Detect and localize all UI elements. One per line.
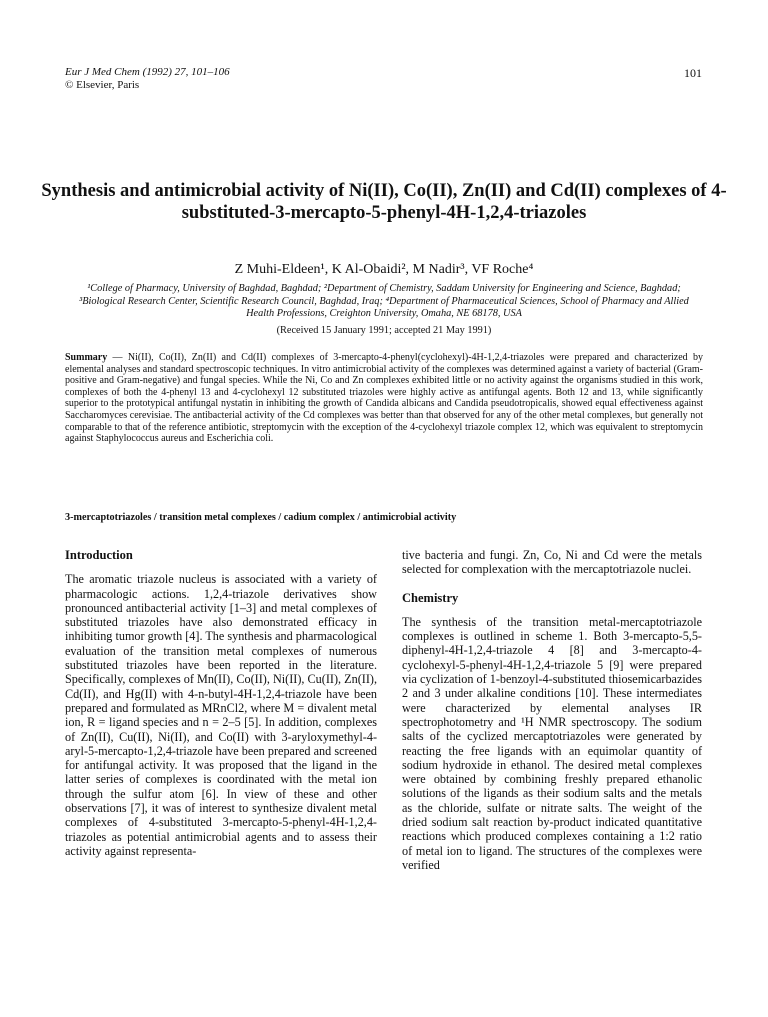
chemistry-text: The synthesis of the transition metal-mercaptotriazole complexes is outlined in scheme 1. Both 3-mercapto-5,5-diphenyl-4H-1,2,4-triazole 4 [8] and 3-mercapto-4-cyclohexyl-5-phenyl-4H-1,2,4-triazole 5 [9] were prepared via cyclization of 1-benzoyl-4-substituted thiosemicarbazides 2 and 3 under alkaline conditions [10]. These intermediates were characterized by elemental analyses IR spectrophotometry and ¹H NMR spectroscopy. The sodium salts of the cyclized mercaptotriazoles were generated by reacting the free ligands with an equimolar quantity of sodium hydroxide in ethanol. The desired metal complexes were obtained by combining freshly prepared ethanolic solutions of the ligands as their sodium salts and the metals as the chloride, sulfate or nitrate salts. The weight of the dried sodium salt reaction by-product indicated quantitative reactions which produced complexes containing a 1:2 ratio of metal ion to ligand. The structures of the complexes were verified xyxy=(402,614,702,872)
running-head xyxy=(65,66,230,92)
publisher: © Elsevier, Paris xyxy=(65,79,140,91)
author-affiliations: ¹College of Pharmacy, University of Baghdad, Baghdad; ²Department of Chemistry, Saddam University for Engineering and Science, Baghdad; ³Biological Research Center, Scientific Research Council, Baghdad, Iraq; ⁴Department of Pharmaceutical Sciences, School of Pharmacy and Allied Health Professions, Creighton University, Omaha, NE 68178, USA xyxy=(79,283,689,319)
introduction-text: The aromatic triazole nucleus is associated with a variety of pharmacologic actions. 1,2,4-triazole derivatives show pronounced antibacterial activity [1–3] and metal complexes of substituted triazoles have also demonstrated efficacy in inhibiting tumor growth [4]. The synthesis and pharmacological evaluation of the transition metal complexes of numerous substituted triazoles have been reported in the literature. Specifically, complexes of Mn(II), Co(II), Ni(II), Cu(II), Zn(II), Cd(II), and Hg(II) with 4-n-butyl-4H-1,2,4-triazole have been prepared and formulated as MRnCl2, where M = divalent metal ion, R = ligand species and n = 2–5 [5]. In addition, complexes of Zn(II), Cu(II), Ni(II), and Co(II) with 3-aryloxymethyl-4-aryl-5-mercapto-1,2,4-triazole have been prepared and screened for antifungal activity. It was proposed that the ligand in the latter series of complexes is coordinated with the metal ion through the sulfur atom [6]. In view of these and other observations [7], it was of interest to synthesize divalent metal complexes of 4-substituted 3-mercapto-5-phenyl-4H-1,2,4-triazoles as potential antimicrobial agents and to assess their activity against representa- xyxy=(65,572,377,858)
author-list: Z Muhi-Eldeen¹, K Al-Obaidi², M Nadir³, VF Roche⁴ xyxy=(234,262,534,277)
abstract-label: Summary xyxy=(65,352,108,363)
journal-citation: Eur J Med Chem (1992) 27, 101–106 xyxy=(65,66,230,78)
abstract-text: — Ni(II), Co(II), Zn(II) and Cd(II) complexes of 3-mercapto-4-phenyl(cyclohexyl)-4H-1,2,4-triazoles were prepared and characterized by elemental analyses and standard spectroscopic techniques. In vitro antimicrobial activity of the complexes was determined against a variety of bacterial (Gram-positive and Gram-negative) and fungal species. While the Ni, Co and Zn complexes exhibited little or no activity against the organisms studied in this work, complexes of both the 4-phenyl 13 and 4-cyclohexyl 12 substituted triazoles were highly active as antifungal agents. Both 12 and 13, while significantly superior to the prototypical antifungal nystatin in inhibiting the growth of Candida albicans and Candida pseudotropicalis, showed equal effectiveness against Saccharomyces cerevisiae. The antibacterial activity of the Cd complexes was better than that observed for any of the other metal complexes, but generally not comparable to that of the reference antibiotic, streptomycin with the exception of the 4-cyclohexyl triazole complex 12, which was equivalent to streptomycin against Staphylococcus aureus and Escherichia coli. xyxy=(65,352,703,445)
article-title: Synthesis and antimicrobial activity of Ni(II), Co(II), Zn(II) and Cd(II) complexes of 4-substituted-3-mercapto-5-phenyl-4H-1,2,4-triazoles xyxy=(41,181,727,223)
keywords: 3-mercaptotriazoles / transition metal complexes / cadium complex / antimicrobial activity xyxy=(65,512,457,523)
introduction-continuation: tive bacteria and fungi. Zn, Co, Ni and Cd were the metals selected for complexation with the mercaptotriazole nuclei. xyxy=(402,548,702,577)
page-number: 101 xyxy=(684,66,702,80)
right-column xyxy=(402,548,702,872)
abstract xyxy=(65,352,703,445)
received-dates: (Received 15 January 1991; accepted 21 May 1991) xyxy=(276,325,492,336)
chemistry-heading: Chemistry xyxy=(402,590,459,605)
left-column xyxy=(65,548,377,858)
introduction-heading: Introduction xyxy=(65,548,133,562)
